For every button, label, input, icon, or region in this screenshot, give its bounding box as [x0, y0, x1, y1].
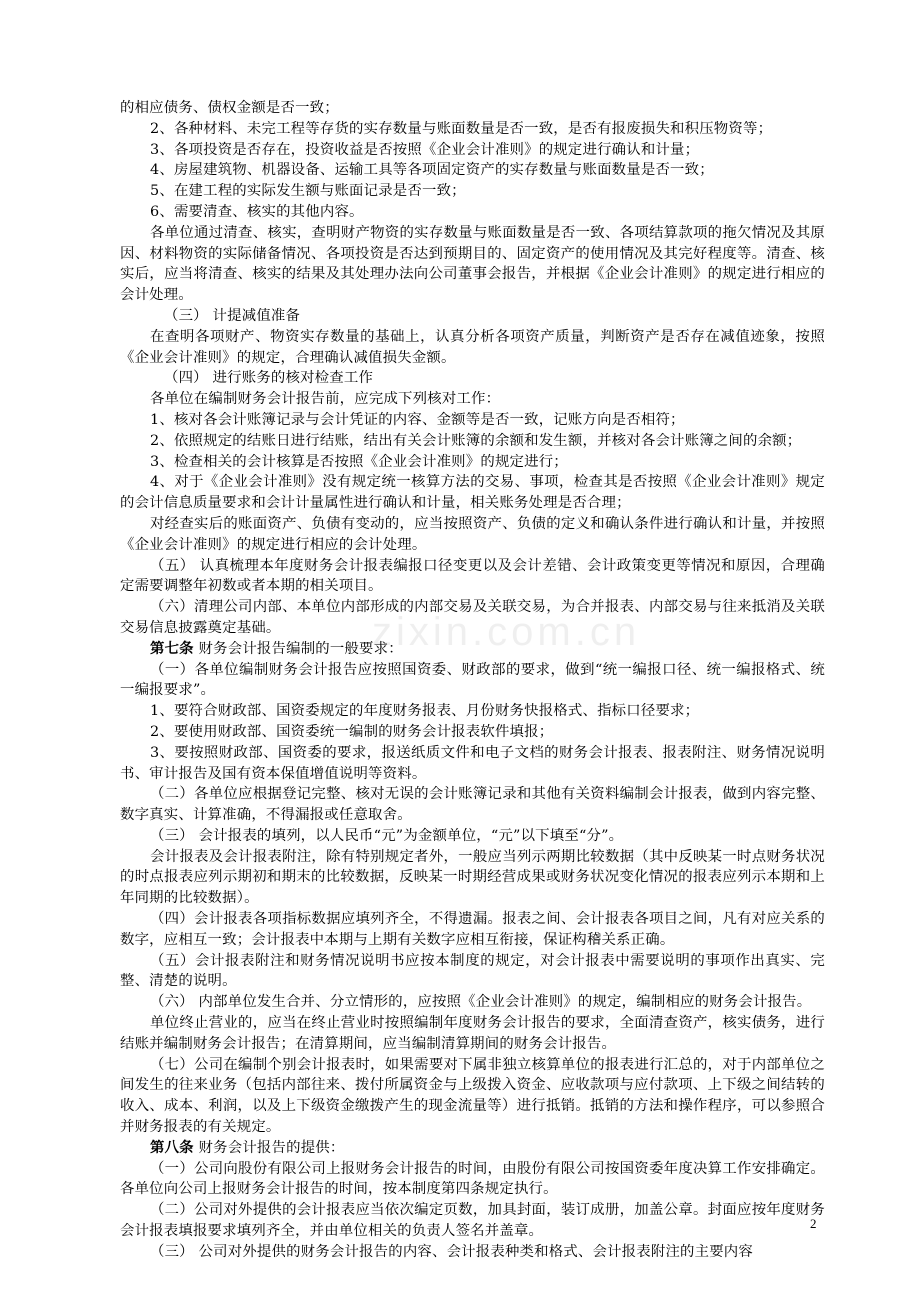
paragraph — [120, 98, 825, 119]
paragraph-text: （一）各单位编制财务会计报告应按照国资委、财政部的要求，做到“统一编报口径、统一编报格式、统一编报要求”。 — [120, 661, 825, 699]
paragraph — [120, 181, 825, 202]
paragraph — [120, 202, 825, 223]
paragraph-text: （五）会计报表附注和财务情况说明书应按本制度的规定，对会计报表中需要说明的事项作出真实、完整、清楚的说明。 — [120, 952, 825, 990]
paragraph-text: （四） 进行账务的核对检查工作 — [164, 370, 374, 387]
paragraph-text: （三） 计提减值准备 — [164, 307, 301, 324]
paragraph — [120, 452, 825, 473]
paragraph — [120, 389, 825, 410]
paragraph — [120, 306, 825, 327]
paragraph — [120, 514, 825, 556]
article-heading — [120, 1138, 825, 1159]
paragraph — [120, 847, 825, 909]
document-body — [120, 98, 825, 1263]
paragraph-text: （五） 认真梳理本年度财务会计报表编报口径变更以及会计差错、会计政策变更等情况和原因，合理确定需要调整年初数或者本期的相关项目。 — [120, 557, 825, 595]
paragraph — [120, 160, 825, 181]
paragraph — [120, 140, 825, 161]
paragraph-text: 1、核对各会计账簿记录与会计凭证的内容、金额等是否一致，记账方向是否相符； — [150, 411, 685, 428]
paragraph-text: 各单位在编制财务会计报告前，应完成下列核对工作： — [150, 391, 501, 408]
paragraph — [120, 1159, 825, 1201]
paragraph-text: 3、要按照财政部、国资委的要求，报送纸质文件和电子文档的财务会计报表、报表附注、财务情况说明书、审计报告及国有资本保值增值说明等资料。 — [120, 744, 825, 782]
paragraph-text: 会计报表及会计报表附注，除有特别规定者外，一般应当列示两期比较数据（其中反映某一时点财务状况的时点报表应列示期初和期末的比较数据，反映某一时期经营成果或财务状况变化情况的报表应列示本期和上年同期的比较数据）。 — [120, 848, 825, 907]
paragraph — [120, 472, 825, 514]
paragraph-text: 对经查实后的账面资产、负债有变动的，应当按照资产、负债的定义和确认条件进行确认和计量，并按照《企业会计准则》的规定进行相应的会计处理。 — [120, 515, 825, 553]
paragraph — [120, 701, 825, 722]
paragraph — [120, 327, 825, 369]
paragraph-text: 财务会计报告编制的一般要求： — [193, 640, 403, 657]
paragraph-text: 财务会计报告的提供： — [193, 1139, 345, 1156]
paragraph-text: 4、对于《企业会计准则》没有规定统一核算方法的交易、事项，检查其是否按照《企业会计准则》规定的会计信息质量要求和会计计量属性进行确认和计量，相关账务处理是否合理； — [120, 474, 825, 512]
paragraph — [120, 743, 825, 785]
paragraph-text: 2、要使用财政部、国资委统一编制的财务会计报表软件填报； — [150, 723, 554, 740]
paragraph-text: （三） 公司对外提供的财务会计报告的内容、会计报表种类和格式、会计报表附注的主要内容 — [150, 1243, 753, 1260]
paragraph-text: 的相应债务、债权金额是否一致； — [120, 100, 339, 116]
paragraph — [120, 1055, 825, 1138]
paragraph — [120, 1013, 825, 1055]
paragraph — [120, 784, 825, 826]
paragraph-text: 2、各种材料、未完工程等存货的实存数量与账面数量是否一致，是否有报废损失和积压物资等； — [150, 120, 773, 137]
paragraph — [120, 368, 825, 389]
paragraph — [120, 722, 825, 743]
page-number: 2 — [810, 1216, 817, 1231]
paragraph-text: （二）公司对外提供的会计报表应当依次编定页数，加具封面，装订成册，加盖公章。封面应按年度财务会计报表填报要求填列齐全，并由单位相关的负责人签名并盖章。 — [120, 1202, 825, 1240]
paragraph — [120, 1242, 825, 1263]
paragraph-text: 3、检查相关的会计核算是否按照《企业会计准则》的规定进行； — [150, 453, 568, 470]
article-number: 第八条 — [150, 1138, 194, 1156]
paragraph-text: （二）各单位应根据登记完整、核对无误的会计账簿记录和其他有关资料编制会计报表，做到内容完整、数字真实、计算准确，不得漏报或任意取舍。 — [120, 786, 825, 824]
paragraph — [120, 556, 825, 598]
paragraph — [120, 909, 825, 951]
paragraph — [120, 119, 825, 140]
paragraph-text: （三） 会计报表的填列，以人民币“元”为金额单位，“元”以下填至“分”。 — [150, 827, 624, 844]
paragraph-text: 1、要符合财政部、国资委规定的年度财务报表、月份财务快报格式、指标口径要求； — [150, 703, 700, 720]
paragraph-text: 3、各项投资是否存在，投资收益是否按照《企业会计准则》的规定进行确认和计量； — [150, 141, 700, 158]
paragraph — [120, 597, 825, 639]
paragraph — [120, 1200, 825, 1242]
paragraph-text: （六）清理公司内部、本单位内部形成的内部交易及关联交易，为合并报表、内部交易与往来抵消及关联交易信息披露奠定基础。 — [120, 599, 825, 636]
article-number: 第七条 — [150, 639, 194, 657]
paragraph-text: 4、房屋建筑物、机器设备、运输工具等各项固定资产的实存数量与账面数量是否一致； — [150, 162, 714, 179]
paragraph — [120, 223, 825, 306]
paragraph-text: （四）会计报表各项指标数据应填列齐全，不得遗漏。报表之间、会计报表各项目之间，凡有对应关系的数字，应相互一致；会计报表中本期与上期有关数字应相互衔接，保证构稽关系正确。 — [120, 911, 825, 948]
paragraph-text: 5、在建工程的实际发生额与账面记录是否一致； — [150, 183, 466, 200]
paragraph — [120, 992, 825, 1013]
paragraph — [120, 826, 825, 847]
paragraph-text: 单位终止营业的，应当在终止营业时按照编制年度财务会计报告的要求，全面清查资产，核实债务，进行结账并编制财务会计报告；在清算期间，应当编制清算期间的财务会计报告。 — [120, 1015, 825, 1052]
paragraph-text: 在查明各项财产、物资实存数量的基础上，认真分析各项资产质量，判断资产是否存在减值迹象，按照《企业会计准则》的规定，合理确认减值损失金额。 — [120, 328, 825, 366]
paragraph-text: 2、依照规定的结账日进行结账，结出有关会计账簿的余额和发生额，并核对各会计账簿之间的余额； — [150, 432, 802, 449]
paragraph — [120, 431, 825, 452]
paragraph-text: （六） 内部单位发生合并、分立情形的，应按照《企业会计准则》的规定，编制相应的财务会计报告。 — [150, 994, 812, 1011]
paragraph — [120, 660, 825, 702]
paragraph — [120, 951, 825, 993]
watermark: zixin.com.cn — [372, 610, 641, 654]
paragraph — [120, 410, 825, 431]
article-heading — [120, 639, 825, 660]
paragraph-text: 各单位通过清查、核实，查明财产物资的实存数量与账面数量是否一致、各项结算款项的拖欠情况及其原因、材料物资的实际储备情况、各项投资是否达到预期目的、固定资产的使用情况及其完好程度等。清查、核实后，应当将清查、核实的结果及其处理办法向公司董事会报告，并根据《企业会计准则》的规定进行相应的会计处理。 — [120, 224, 825, 304]
paragraph-text: （七）公司在编制个别会计报表时，如果需要对下属非独立核算单位的报表进行汇总的，对于内部单位之间发生的往来业务（包括内部往来、拨付所属资金与上级拨入资金、应收款项与应付款项、上下级之间结转的收入、成本、利润，以及上下级资金缴拨产生的现金流量等）进行抵销。抵销的方法和操作程序，可以参照合并财务报表的有关规定。 — [120, 1056, 825, 1136]
paragraph-text: 6、需要清查、核实的其他内容。 — [150, 203, 364, 220]
paragraph-text: （一）公司向股份有限公司上报财务会计报告的时间，由股份有限公司按国资委年度决算工作安排确定。各单位向公司上报财务会计报告的时间，按本制度第四条规定执行。 — [120, 1160, 825, 1198]
